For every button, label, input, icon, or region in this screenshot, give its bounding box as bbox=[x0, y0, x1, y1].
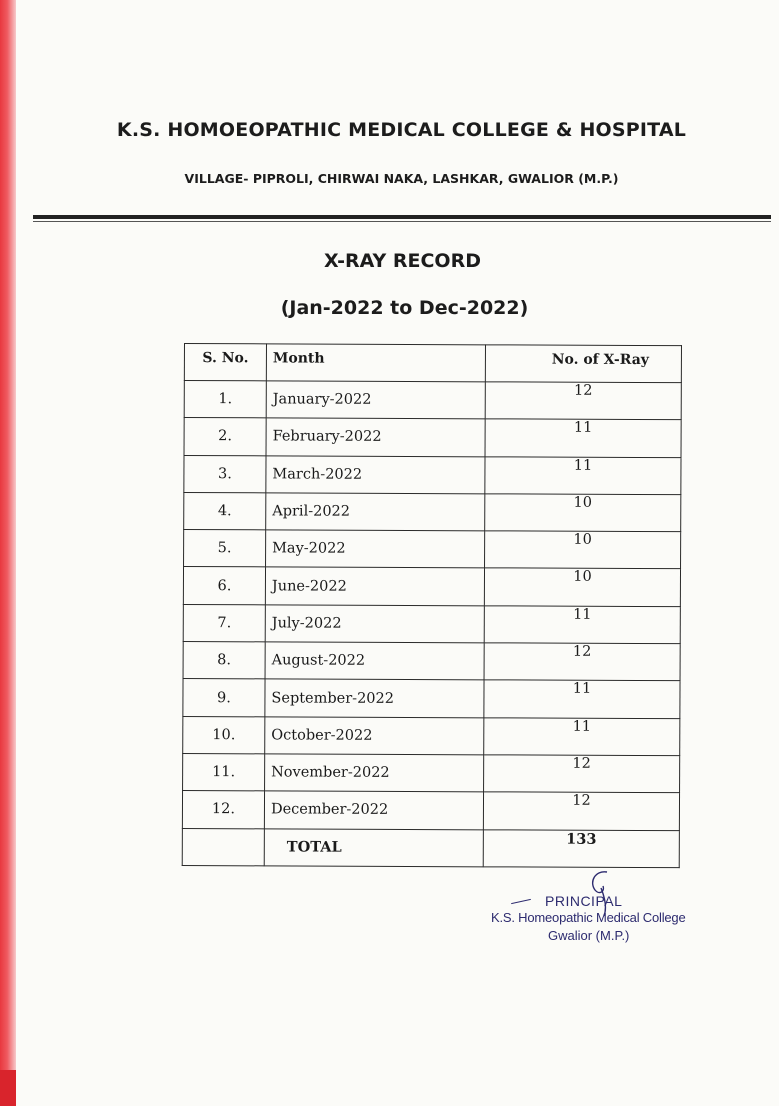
stamp-city: Gwalior (M.P.) bbox=[548, 928, 630, 943]
row-count: 10 bbox=[485, 531, 681, 569]
table-row bbox=[184, 530, 681, 569]
table-row bbox=[184, 381, 681, 420]
header-divider bbox=[33, 215, 771, 219]
column-header-sno: S. No. bbox=[184, 344, 266, 381]
document-title: X-RAY RECORD bbox=[324, 250, 481, 272]
row-sno: 2. bbox=[184, 418, 266, 456]
row-month: April-2022 bbox=[266, 493, 485, 531]
row-count: 11 bbox=[485, 419, 681, 457]
table-row bbox=[184, 492, 681, 531]
table-row bbox=[184, 418, 681, 457]
row-count: 12 bbox=[484, 755, 680, 793]
row-month: September-2022 bbox=[265, 679, 484, 717]
row-count: 11 bbox=[484, 717, 680, 755]
row-count: 10 bbox=[485, 494, 681, 532]
row-sno: 8. bbox=[183, 642, 265, 680]
table-row bbox=[182, 791, 679, 830]
header-divider-thin bbox=[33, 221, 771, 222]
row-sno: 12. bbox=[182, 791, 264, 829]
institution-address: VILLAGE- PIPROLI, CHIRWAI NAKA, LASHKAR, GWALIOR (M.P.) bbox=[184, 171, 619, 186]
row-count: 11 bbox=[484, 606, 680, 644]
table-row bbox=[183, 642, 680, 681]
red-edge bbox=[0, 0, 16, 1106]
table-row bbox=[183, 567, 680, 606]
row-sno: 5. bbox=[184, 530, 266, 568]
row-count: 11 bbox=[484, 680, 680, 718]
row-sno: 6. bbox=[183, 567, 265, 605]
row-month: May-2022 bbox=[266, 530, 485, 568]
row-month: August-2022 bbox=[265, 642, 484, 680]
row-count: 10 bbox=[484, 568, 680, 606]
row-month: July-2022 bbox=[265, 605, 484, 643]
institution-title: K.S. HOMOEOPATHIC MEDICAL COLLEGE & HOSPITAL bbox=[116, 119, 687, 141]
column-header-month: Month bbox=[266, 344, 485, 382]
stamp-title: PRINCIPAL bbox=[545, 893, 623, 909]
table-header-row bbox=[184, 344, 681, 383]
row-count: 12 bbox=[483, 792, 679, 830]
column-header-count: No. of X-Ray bbox=[485, 345, 681, 383]
row-count: 12 bbox=[485, 382, 681, 420]
row-sno: 7. bbox=[183, 604, 265, 642]
row-month: February-2022 bbox=[266, 418, 485, 456]
row-month: June-2022 bbox=[265, 567, 484, 605]
row-month: November-2022 bbox=[265, 754, 484, 792]
total-count: 133 bbox=[483, 829, 679, 867]
table-row bbox=[183, 679, 680, 718]
row-sno: 4. bbox=[184, 492, 266, 530]
row-sno: 3. bbox=[184, 455, 266, 493]
total-label: TOTAL bbox=[264, 828, 483, 866]
row-count: 12 bbox=[484, 643, 680, 681]
xray-record-table bbox=[182, 343, 682, 868]
row-sno: 10. bbox=[183, 716, 265, 754]
table-row bbox=[183, 753, 680, 792]
document-period: (Jan-2022 to Dec-2022) bbox=[280, 297, 529, 319]
red-edge-bottom bbox=[0, 1070, 16, 1106]
total-row bbox=[182, 828, 679, 867]
row-month: January-2022 bbox=[266, 381, 485, 419]
row-count: 11 bbox=[485, 456, 681, 494]
row-sno: 1. bbox=[184, 381, 266, 419]
table-row bbox=[183, 716, 680, 755]
row-month: October-2022 bbox=[265, 717, 484, 755]
stamp-college: K.S. Homeopathic Medical College bbox=[491, 910, 686, 925]
row-month: March-2022 bbox=[266, 455, 485, 493]
row-sno: 11. bbox=[183, 753, 265, 791]
total-sno bbox=[182, 828, 264, 866]
row-sno: 9. bbox=[183, 679, 265, 717]
table-row bbox=[184, 455, 681, 494]
row-month: December-2022 bbox=[264, 791, 483, 829]
table-row bbox=[183, 604, 680, 643]
